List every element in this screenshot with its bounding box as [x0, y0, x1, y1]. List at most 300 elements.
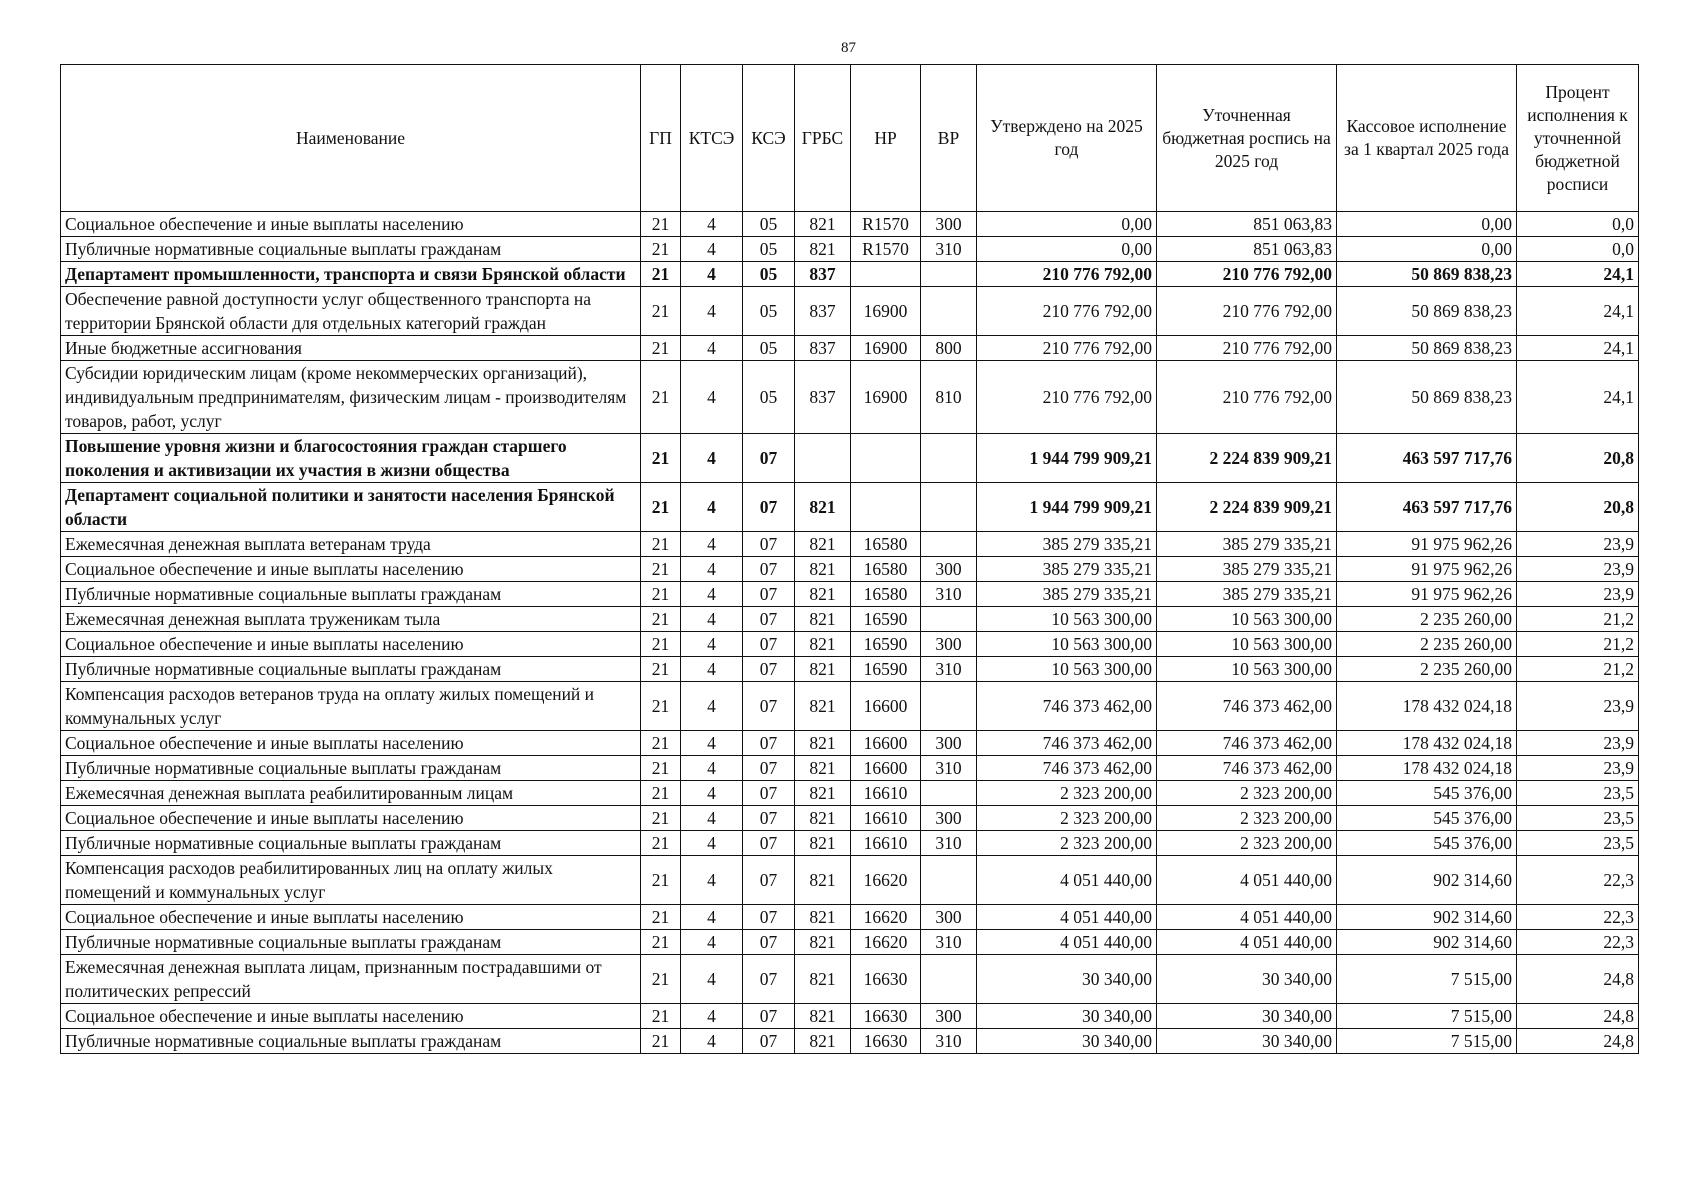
cell-cash: 2 235 260,00: [1337, 657, 1517, 682]
cell-name: Публичные нормативные социальные выплаты гражданам: [61, 831, 641, 856]
cell-refined: 851 063,83: [1157, 212, 1337, 237]
cell-ktse: 4: [681, 657, 743, 682]
table-header: [61, 65, 1639, 212]
cell-approved: 1 944 799 909,21: [977, 483, 1157, 532]
cell-grbs: 821: [795, 831, 851, 856]
cell-gp: 21: [641, 856, 681, 905]
cell-name: Социальное обеспечение и иные выплаты населению: [61, 632, 641, 657]
cell-percent: 24,1: [1517, 361, 1639, 434]
cell-percent: 21,2: [1517, 607, 1639, 632]
cell-gp: 21: [641, 1004, 681, 1029]
header-kse: КСЭ: [743, 65, 795, 212]
cell-vr: [921, 607, 977, 632]
cell-name: Публичные нормативные социальные выплаты гражданам: [61, 237, 641, 262]
cell-ktse: 4: [681, 930, 743, 955]
cell-kse: 05: [743, 336, 795, 361]
cell-kse: 07: [743, 632, 795, 657]
cell-refined: 10 563 300,00: [1157, 657, 1337, 682]
table-row: [61, 287, 1639, 336]
cell-kse: 07: [743, 781, 795, 806]
cell-gp: 21: [641, 557, 681, 582]
cell-np: 16900: [851, 336, 921, 361]
cell-ktse: 4: [681, 756, 743, 781]
table-row: [61, 682, 1639, 731]
cell-refined: 30 340,00: [1157, 1004, 1337, 1029]
cell-vr: 310: [921, 1029, 977, 1054]
cell-np: 16610: [851, 831, 921, 856]
cell-gp: 21: [641, 212, 681, 237]
cell-kse: 07: [743, 831, 795, 856]
cell-kse: 07: [743, 483, 795, 532]
cell-ktse: 4: [681, 483, 743, 532]
cell-refined: 4 051 440,00: [1157, 856, 1337, 905]
cell-refined: 746 373 462,00: [1157, 731, 1337, 756]
header-percent: Процент исполнения к уточненной бюджетной росписи: [1517, 65, 1639, 212]
cell-gp: 21: [641, 237, 681, 262]
cell-ktse: 4: [681, 731, 743, 756]
cell-ktse: 4: [681, 287, 743, 336]
cell-np: 16900: [851, 287, 921, 336]
cell-refined: 30 340,00: [1157, 955, 1337, 1004]
header-name: Наименование: [61, 65, 641, 212]
cell-percent: 23,5: [1517, 781, 1639, 806]
cell-grbs: 821: [795, 905, 851, 930]
cell-vr: [921, 532, 977, 557]
cell-np: [851, 262, 921, 287]
cell-cash: 2 235 260,00: [1337, 632, 1517, 657]
cell-approved: 4 051 440,00: [977, 856, 1157, 905]
cell-refined: 385 279 335,21: [1157, 582, 1337, 607]
cell-ktse: 4: [681, 607, 743, 632]
cell-np: 16600: [851, 756, 921, 781]
cell-approved: 4 051 440,00: [977, 930, 1157, 955]
cell-vr: 300: [921, 806, 977, 831]
cell-grbs: 821: [795, 557, 851, 582]
cell-name: Публичные нормативные социальные выплаты гражданам: [61, 756, 641, 781]
table-row: [61, 806, 1639, 831]
cell-kse: 07: [743, 607, 795, 632]
cell-kse: 07: [743, 930, 795, 955]
cell-cash: 463 597 717,76: [1337, 483, 1517, 532]
cell-np: 16580: [851, 557, 921, 582]
cell-kse: 07: [743, 905, 795, 930]
cell-refined: 4 051 440,00: [1157, 905, 1337, 930]
cell-cash: 463 597 717,76: [1337, 434, 1517, 483]
table-row: [61, 955, 1639, 1004]
cell-ktse: 4: [681, 1029, 743, 1054]
page-number: 87: [841, 40, 856, 56]
cell-ktse: 4: [681, 532, 743, 557]
cell-percent: 24,8: [1517, 1029, 1639, 1054]
cell-grbs: 821: [795, 237, 851, 262]
header-vr: ВР: [921, 65, 977, 212]
cell-ktse: 4: [681, 237, 743, 262]
cell-grbs: 821: [795, 483, 851, 532]
cell-gp: 21: [641, 287, 681, 336]
cell-ktse: 4: [681, 781, 743, 806]
cell-name: Иные бюджетные ассигнования: [61, 336, 641, 361]
cell-grbs: [795, 434, 851, 483]
cell-np: 16610: [851, 806, 921, 831]
cell-np: 16580: [851, 582, 921, 607]
cell-name: Социальное обеспечение и иные выплаты населению: [61, 212, 641, 237]
cell-gp: 21: [641, 657, 681, 682]
cell-vr: 310: [921, 582, 977, 607]
table-row: [61, 781, 1639, 806]
cell-cash: 91 975 962,26: [1337, 582, 1517, 607]
cell-gp: 21: [641, 632, 681, 657]
header-np: НР: [851, 65, 921, 212]
table-row: [61, 1004, 1639, 1029]
cell-approved: 385 279 335,21: [977, 582, 1157, 607]
cell-name: Публичные нормативные социальные выплаты гражданам: [61, 1029, 641, 1054]
cell-vr: 300: [921, 731, 977, 756]
cell-vr: 810: [921, 361, 977, 434]
table-row: [61, 1029, 1639, 1054]
cell-vr: [921, 781, 977, 806]
cell-ktse: 4: [681, 212, 743, 237]
cell-approved: 210 776 792,00: [977, 336, 1157, 361]
cell-gp: 21: [641, 756, 681, 781]
cell-percent: 23,9: [1517, 532, 1639, 557]
cell-refined: 210 776 792,00: [1157, 262, 1337, 287]
cell-np: 16620: [851, 930, 921, 955]
table-row: [61, 212, 1639, 237]
cell-kse: 07: [743, 434, 795, 483]
cell-approved: 2 323 200,00: [977, 806, 1157, 831]
cell-kse: 07: [743, 955, 795, 1004]
cell-vr: [921, 483, 977, 532]
cell-percent: 23,9: [1517, 682, 1639, 731]
header-ktse: КТСЭ: [681, 65, 743, 212]
cell-refined: 2 224 839 909,21: [1157, 434, 1337, 483]
budget-table: [60, 64, 1639, 1054]
cell-name: Повышение уровня жизни и благосостояния граждан старшего поколения и активизации их участия в жизни общества: [61, 434, 641, 483]
cell-np: 16900: [851, 361, 921, 434]
cell-vr: 300: [921, 905, 977, 930]
cell-kse: 07: [743, 1004, 795, 1029]
cell-percent: 24,8: [1517, 1004, 1639, 1029]
cell-cash: 178 432 024,18: [1337, 756, 1517, 781]
cell-grbs: 837: [795, 262, 851, 287]
table-row: [61, 483, 1639, 532]
cell-ktse: 4: [681, 1004, 743, 1029]
cell-gp: 21: [641, 582, 681, 607]
cell-refined: 10 563 300,00: [1157, 632, 1337, 657]
cell-name: Обеспечение равной доступности услуг общественного транспорта на территории Брянской области для отдельных категорий граждан: [61, 287, 641, 336]
cell-vr: [921, 856, 977, 905]
cell-kse: 05: [743, 361, 795, 434]
cell-ktse: 4: [681, 434, 743, 483]
cell-np: 16620: [851, 856, 921, 905]
table-row: [61, 856, 1639, 905]
cell-vr: 300: [921, 557, 977, 582]
cell-gp: 21: [641, 532, 681, 557]
table-row: [61, 905, 1639, 930]
cell-grbs: 821: [795, 756, 851, 781]
cell-grbs: 821: [795, 930, 851, 955]
cell-refined: 385 279 335,21: [1157, 532, 1337, 557]
cell-grbs: 821: [795, 212, 851, 237]
cell-vr: 310: [921, 237, 977, 262]
cell-vr: 800: [921, 336, 977, 361]
cell-approved: 10 563 300,00: [977, 657, 1157, 682]
cell-gp: 21: [641, 905, 681, 930]
cell-gp: 21: [641, 831, 681, 856]
table-row: [61, 756, 1639, 781]
cell-cash: 902 314,60: [1337, 856, 1517, 905]
cell-name: Публичные нормативные социальные выплаты гражданам: [61, 582, 641, 607]
cell-vr: 310: [921, 657, 977, 682]
cell-cash: 0,00: [1337, 212, 1517, 237]
cell-ktse: 4: [681, 831, 743, 856]
cell-grbs: 837: [795, 361, 851, 434]
cell-name: Социальное обеспечение и иные выплаты населению: [61, 557, 641, 582]
cell-kse: 07: [743, 806, 795, 831]
cell-cash: 545 376,00: [1337, 831, 1517, 856]
cell-kse: 07: [743, 532, 795, 557]
cell-gp: 21: [641, 434, 681, 483]
cell-approved: 210 776 792,00: [977, 262, 1157, 287]
cell-gp: 21: [641, 336, 681, 361]
cell-refined: 210 776 792,00: [1157, 361, 1337, 434]
table-row: [61, 831, 1639, 856]
cell-percent: 0,0: [1517, 237, 1639, 262]
cell-vr: [921, 434, 977, 483]
table-body: [61, 212, 1639, 1054]
cell-vr: 300: [921, 212, 977, 237]
cell-kse: 07: [743, 582, 795, 607]
cell-percent: 24,1: [1517, 336, 1639, 361]
cell-approved: 10 563 300,00: [977, 632, 1157, 657]
cell-name: Социальное обеспечение и иные выплаты населению: [61, 905, 641, 930]
cell-gp: 21: [641, 262, 681, 287]
cell-kse: 05: [743, 287, 795, 336]
cell-kse: 07: [743, 856, 795, 905]
cell-name: Ежемесячная денежная выплата реабилитированным лицам: [61, 781, 641, 806]
cell-approved: 746 373 462,00: [977, 731, 1157, 756]
cell-approved: 746 373 462,00: [977, 756, 1157, 781]
cell-gp: 21: [641, 1029, 681, 1054]
cell-vr: [921, 287, 977, 336]
cell-approved: 2 323 200,00: [977, 781, 1157, 806]
cell-name: Компенсация расходов ветеранов труда на оплату жилых помещений и коммунальных услуг: [61, 682, 641, 731]
cell-kse: 07: [743, 557, 795, 582]
cell-cash: 2 235 260,00: [1337, 607, 1517, 632]
cell-name: Департамент промышленности, транспорта и связи Брянской области: [61, 262, 641, 287]
table-row: [61, 731, 1639, 756]
cell-grbs: 821: [795, 532, 851, 557]
cell-np: 16620: [851, 905, 921, 930]
cell-np: [851, 483, 921, 532]
cell-cash: 545 376,00: [1337, 806, 1517, 831]
cell-approved: 30 340,00: [977, 1004, 1157, 1029]
header-refined: Уточненная бюджетная роспись на 2025 год: [1157, 65, 1337, 212]
cell-vr: 300: [921, 1004, 977, 1029]
cell-grbs: 821: [795, 1029, 851, 1054]
cell-ktse: 4: [681, 361, 743, 434]
cell-grbs: 821: [795, 1004, 851, 1029]
cell-ktse: 4: [681, 582, 743, 607]
table-row: [61, 361, 1639, 434]
cell-gp: 21: [641, 806, 681, 831]
table-row: [61, 607, 1639, 632]
cell-ktse: 4: [681, 682, 743, 731]
cell-name: Социальное обеспечение и иные выплаты населению: [61, 1004, 641, 1029]
cell-np: 16590: [851, 657, 921, 682]
cell-cash: 50 869 838,23: [1337, 262, 1517, 287]
cell-cash: 178 432 024,18: [1337, 731, 1517, 756]
cell-approved: 210 776 792,00: [977, 361, 1157, 434]
cell-kse: 07: [743, 731, 795, 756]
cell-percent: 0,0: [1517, 212, 1639, 237]
cell-gp: 21: [641, 930, 681, 955]
cell-np: 16610: [851, 781, 921, 806]
cell-vr: [921, 682, 977, 731]
cell-cash: 7 515,00: [1337, 1029, 1517, 1054]
cell-name: Ежемесячная денежная выплата труженикам тыла: [61, 607, 641, 632]
cell-percent: 24,1: [1517, 287, 1639, 336]
cell-gp: 21: [641, 483, 681, 532]
cell-grbs: 821: [795, 781, 851, 806]
table-row: [61, 657, 1639, 682]
cell-approved: 30 340,00: [977, 955, 1157, 1004]
cell-ktse: 4: [681, 262, 743, 287]
cell-grbs: 821: [795, 806, 851, 831]
table-row: [61, 532, 1639, 557]
cell-refined: 30 340,00: [1157, 1029, 1337, 1054]
cell-approved: 210 776 792,00: [977, 287, 1157, 336]
cell-ktse: 4: [681, 806, 743, 831]
cell-refined: 4 051 440,00: [1157, 930, 1337, 955]
cell-percent: 20,8: [1517, 434, 1639, 483]
cell-approved: 385 279 335,21: [977, 532, 1157, 557]
cell-kse: 05: [743, 262, 795, 287]
cell-refined: 385 279 335,21: [1157, 557, 1337, 582]
cell-cash: 7 515,00: [1337, 955, 1517, 1004]
cell-refined: 210 776 792,00: [1157, 287, 1337, 336]
cell-np: 16630: [851, 1029, 921, 1054]
cell-name: Ежемесячная денежная выплата ветеранам труда: [61, 532, 641, 557]
cell-approved: 746 373 462,00: [977, 682, 1157, 731]
cell-ktse: 4: [681, 632, 743, 657]
cell-refined: 10 563 300,00: [1157, 607, 1337, 632]
cell-ktse: 4: [681, 955, 743, 1004]
cell-vr: 310: [921, 930, 977, 955]
cell-grbs: 821: [795, 856, 851, 905]
cell-refined: 851 063,83: [1157, 237, 1337, 262]
table-row: [61, 557, 1639, 582]
cell-percent: 23,9: [1517, 582, 1639, 607]
cell-gp: 21: [641, 361, 681, 434]
table-row: [61, 237, 1639, 262]
cell-name: Субсидии юридическим лицам (кроме некоммерческих организаций), индивидуальным предпринимателям, физическим лицам - производителям товаров, работ, услуг: [61, 361, 641, 434]
cell-percent: 23,9: [1517, 731, 1639, 756]
cell-percent: 21,2: [1517, 657, 1639, 682]
cell-np: 16590: [851, 607, 921, 632]
cell-grbs: 821: [795, 657, 851, 682]
cell-name: Публичные нормативные социальные выплаты гражданам: [61, 657, 641, 682]
cell-name: Департамент социальной политики и занятости населения Брянской области: [61, 483, 641, 532]
cell-gp: 21: [641, 607, 681, 632]
cell-approved: 2 323 200,00: [977, 831, 1157, 856]
cell-cash: 50 869 838,23: [1337, 336, 1517, 361]
cell-refined: 2 323 200,00: [1157, 806, 1337, 831]
cell-refined: 746 373 462,00: [1157, 682, 1337, 731]
cell-percent: 22,3: [1517, 905, 1639, 930]
cell-percent: 23,9: [1517, 557, 1639, 582]
cell-vr: [921, 955, 977, 1004]
cell-cash: 7 515,00: [1337, 1004, 1517, 1029]
cell-refined: 2 224 839 909,21: [1157, 483, 1337, 532]
cell-percent: 24,8: [1517, 955, 1639, 1004]
cell-np: 16600: [851, 731, 921, 756]
cell-grbs: 821: [795, 682, 851, 731]
cell-kse: 05: [743, 237, 795, 262]
cell-approved: 0,00: [977, 237, 1157, 262]
cell-gp: 21: [641, 682, 681, 731]
cell-np: R1570: [851, 237, 921, 262]
cell-name: Социальное обеспечение и иные выплаты населению: [61, 806, 641, 831]
cell-percent: 23,5: [1517, 806, 1639, 831]
cell-approved: 1 944 799 909,21: [977, 434, 1157, 483]
cell-ktse: 4: [681, 856, 743, 905]
cell-percent: 24,1: [1517, 262, 1639, 287]
cell-percent: 21,2: [1517, 632, 1639, 657]
cell-name: Ежемесячная денежная выплата лицам, признанным пострадавшими от политических репрессий: [61, 955, 641, 1004]
cell-np: 16580: [851, 532, 921, 557]
cell-gp: 21: [641, 781, 681, 806]
table-row: [61, 434, 1639, 483]
table-row: [61, 632, 1639, 657]
cell-vr: 310: [921, 831, 977, 856]
cell-kse: 07: [743, 1029, 795, 1054]
cell-np: [851, 434, 921, 483]
cell-approved: 385 279 335,21: [977, 557, 1157, 582]
cell-ktse: 4: [681, 557, 743, 582]
cell-cash: 902 314,60: [1337, 930, 1517, 955]
cell-grbs: 821: [795, 731, 851, 756]
cell-kse: 05: [743, 212, 795, 237]
cell-percent: 22,3: [1517, 930, 1639, 955]
cell-gp: 21: [641, 955, 681, 1004]
cell-vr: [921, 262, 977, 287]
cell-grbs: 821: [795, 607, 851, 632]
cell-cash: 902 314,60: [1337, 905, 1517, 930]
cell-gp: 21: [641, 731, 681, 756]
cell-grbs: 837: [795, 287, 851, 336]
table-row: [61, 262, 1639, 287]
cell-grbs: 821: [795, 632, 851, 657]
cell-cash: 545 376,00: [1337, 781, 1517, 806]
cell-refined: 746 373 462,00: [1157, 756, 1337, 781]
cell-cash: 91 975 962,26: [1337, 557, 1517, 582]
cell-approved: 10 563 300,00: [977, 607, 1157, 632]
header-gp: ГП: [641, 65, 681, 212]
cell-np: 16590: [851, 632, 921, 657]
cell-np: 16600: [851, 682, 921, 731]
cell-percent: 23,9: [1517, 756, 1639, 781]
cell-ktse: 4: [681, 905, 743, 930]
table-row: [61, 930, 1639, 955]
cell-cash: 50 869 838,23: [1337, 361, 1517, 434]
cell-np: 16630: [851, 955, 921, 1004]
cell-kse: 07: [743, 682, 795, 731]
cell-approved: 4 051 440,00: [977, 905, 1157, 930]
cell-cash: 50 869 838,23: [1337, 287, 1517, 336]
header-approved: Утверждено на 2025 год: [977, 65, 1157, 212]
cell-name: Компенсация расходов реабилитированных лиц на оплату жилых помещений и коммунальных услуг: [61, 856, 641, 905]
